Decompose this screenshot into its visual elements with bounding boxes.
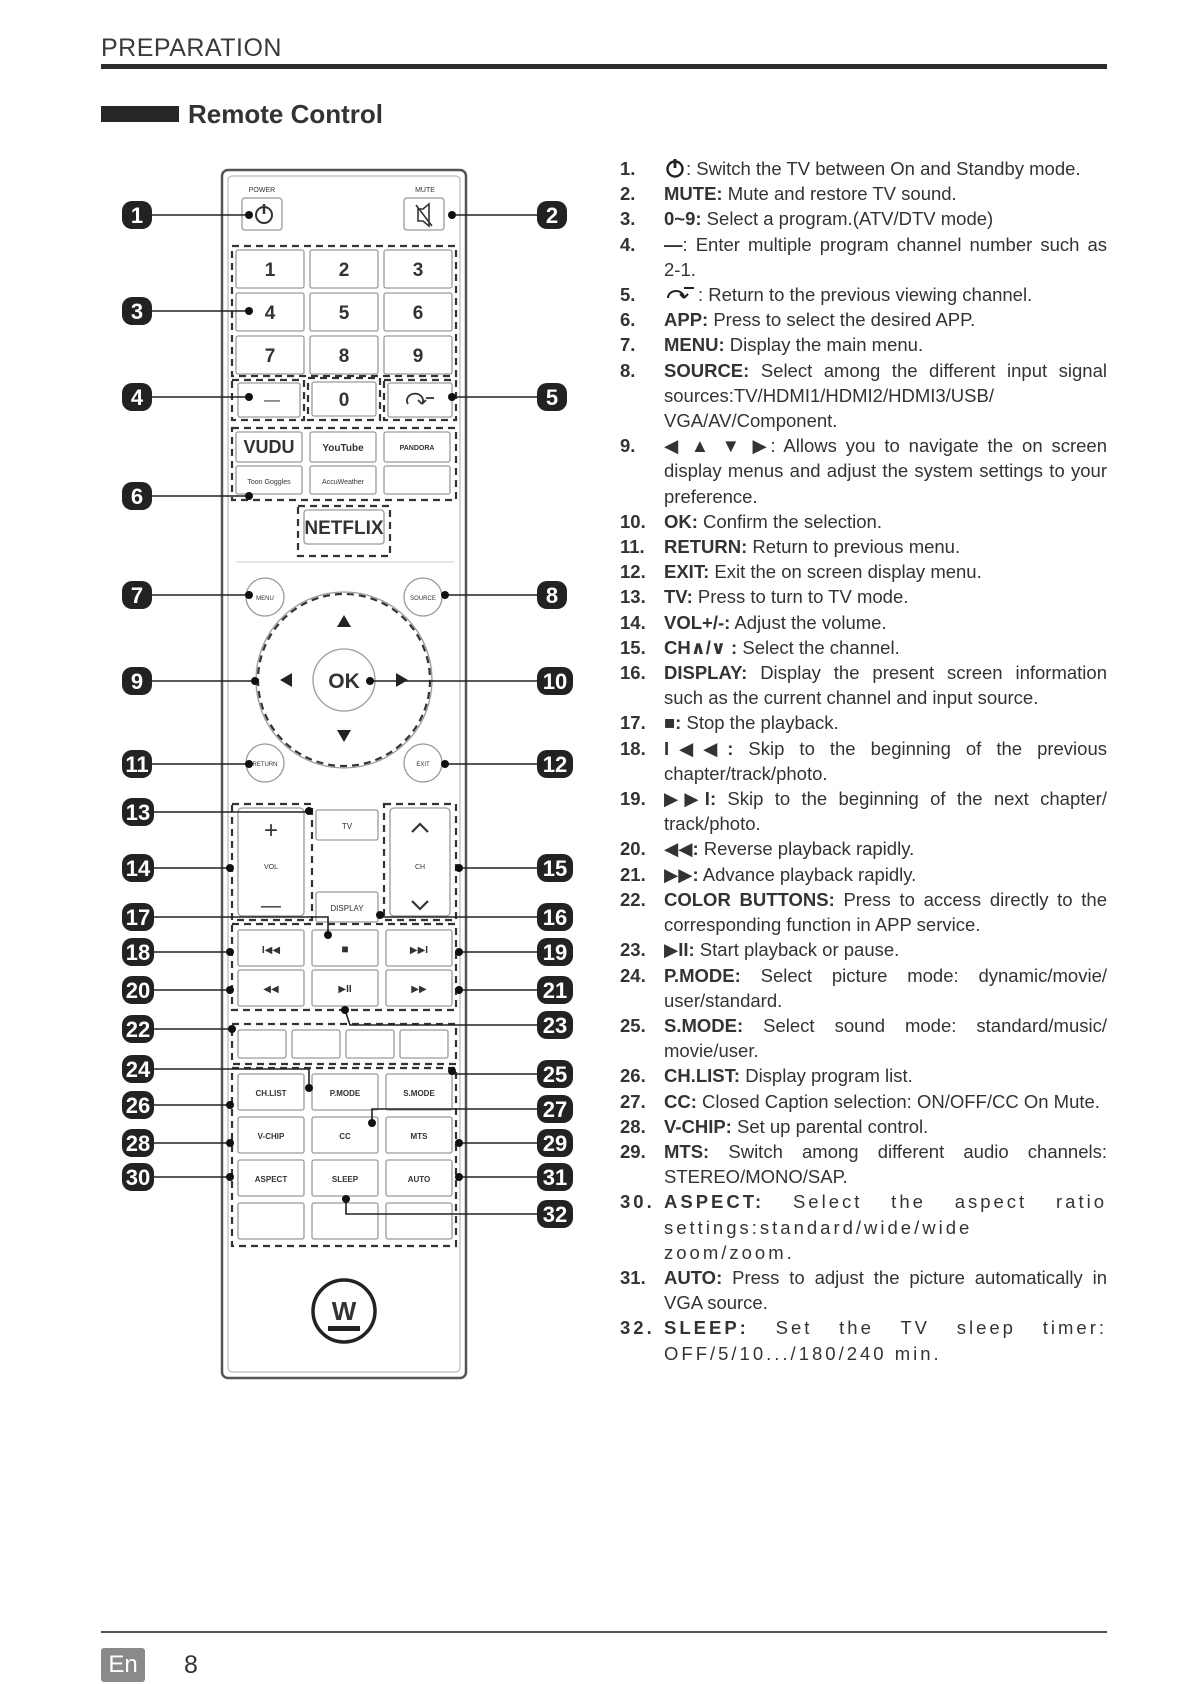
volume-down-icon[interactable]: — (261, 895, 281, 917)
youtube-label: YouTube (322, 443, 364, 454)
s-mode-label: S.MODE (403, 1089, 435, 1098)
item-text: Advance playback rapidly. (698, 863, 917, 885)
callout-number: 8 (545, 583, 559, 608)
exit-label: EXIT (416, 762, 430, 768)
digit-label: 7 (264, 346, 276, 367)
description-item (620, 710, 1107, 735)
description-item (620, 358, 1107, 434)
vudu-label: VUDU (243, 437, 295, 457)
p-mode-label: P.MODE (329, 1089, 361, 1098)
digit-label: 4 (264, 303, 276, 324)
item-text: Set up parental control. (731, 1115, 929, 1137)
callout-number: 4 (130, 385, 144, 410)
description-item (620, 1063, 1107, 1088)
item-text: Switch among different audio channels: STEREO/MONO/SAP. (664, 1140, 1107, 1188)
description-item (620, 584, 1107, 609)
description-item (620, 559, 1107, 584)
item-label: MUTE: (664, 183, 723, 205)
digit-label: 5 (338, 303, 350, 324)
item-number: 17. (620, 712, 646, 734)
item-text: Press to access directly to the corresponding function in APP service. (664, 888, 1107, 936)
ch-label: CH (414, 864, 426, 871)
item-text: Select among the different input signal sources:TV/HDMI1/HDMI2/HDMI3/USB/ VGA/AV/Component. (664, 359, 1107, 432)
return-label: RETURN (252, 762, 278, 768)
item-label: CC: (664, 1090, 697, 1112)
item-number: 32. (620, 1317, 655, 1339)
description-item (620, 332, 1107, 357)
language-badge: En (101, 1648, 145, 1682)
item-number: 21. (620, 863, 646, 885)
digit-label: 1 (264, 260, 276, 281)
description-item (620, 1013, 1107, 1063)
item-number: 27. (620, 1090, 646, 1112)
v-chip-label: V-CHIP (257, 1132, 285, 1141)
item-number: 13. (620, 586, 646, 608)
blank-button-mid[interactable] (312, 1203, 378, 1239)
accuweather-label: AccuWeather (322, 479, 364, 486)
volume-up-icon[interactable]: + (263, 817, 279, 844)
description-item (620, 610, 1107, 635)
callout-number: 19 (542, 940, 568, 965)
item-text: Mute and restore TV sound. (722, 183, 957, 205)
mute-button[interactable] (404, 198, 444, 230)
item-number: 19. (620, 788, 646, 810)
digit-label: 0 (338, 390, 350, 411)
item-label: ▶▶: (664, 863, 699, 885)
item-label: V-CHIP: (664, 1115, 732, 1137)
callout-number: 12 (542, 752, 568, 777)
item-text: Select sound mode: standard/music/ movie/user. (664, 1014, 1107, 1062)
item-text: Stop the playback. (681, 712, 839, 734)
description-item (620, 736, 1107, 786)
item-label: APP: (664, 309, 709, 331)
aspect-label: ASPECT (254, 1175, 288, 1184)
item-number: 25. (620, 1014, 646, 1036)
digit-label: 8 (338, 346, 350, 367)
mute-label: MUTE (415, 187, 435, 194)
callout-number: 6 (130, 484, 144, 509)
auto-label: AUTO (407, 1175, 431, 1184)
callout-number: 21 (542, 978, 568, 1003)
item-label: CH∧/∨ : (664, 636, 738, 658)
item-text: Display program list. (740, 1065, 913, 1087)
item-label: TV: (664, 586, 693, 608)
description-item (620, 963, 1107, 1013)
item-text: Return to previous menu. (747, 536, 961, 558)
netflix-label: NETFLIX (304, 518, 384, 539)
item-label: DISPLAY: (664, 662, 748, 684)
rewind-icon: ◀◀ (263, 984, 279, 995)
callout-number: 9 (130, 669, 144, 694)
next-track-icon: ▶▶I (409, 945, 429, 956)
callout-number: 29 (542, 1131, 568, 1156)
description-item (620, 307, 1107, 332)
item-number: 4. (620, 233, 636, 255)
callout-number: 16 (542, 905, 568, 930)
power-label: POWER (248, 187, 276, 194)
cc-label: CC (339, 1132, 351, 1141)
color-button-green[interactable] (292, 1030, 340, 1058)
blank-button-right[interactable] (386, 1203, 452, 1239)
callout-number: 28 (125, 1131, 151, 1156)
item-text: Reverse playback rapidly. (698, 838, 915, 860)
blank-button-left[interactable] (238, 1203, 304, 1239)
item-label: — (664, 233, 683, 255)
description-item (620, 1189, 1107, 1265)
ok-label: OK (328, 670, 360, 693)
item-label: ■: (664, 712, 682, 734)
description-item (620, 433, 1107, 509)
callout-number: 17 (125, 905, 151, 930)
callout-number: 25 (542, 1062, 568, 1087)
callout-number: 13 (125, 800, 151, 825)
callout-number: 22 (125, 1017, 151, 1042)
section-title: PREPARATION (101, 34, 282, 62)
callout-number: 18 (125, 940, 151, 965)
callout-number: 24 (125, 1057, 151, 1082)
item-number: 18. (620, 737, 646, 759)
description-item (620, 937, 1107, 962)
description-item (620, 635, 1107, 660)
item-number: 11. (620, 536, 645, 558)
item-number: 14. (620, 611, 646, 633)
description-item (620, 862, 1107, 887)
description-item (620, 1139, 1107, 1189)
pandora-label: PANDORA (399, 445, 435, 452)
item-text: Press to select the desired APP. (708, 309, 976, 331)
callout-number: 23 (542, 1013, 568, 1038)
description-item (620, 534, 1107, 559)
callout-number: 32 (542, 1202, 568, 1227)
toon-goggles-label: Toon Goggles (247, 479, 291, 486)
prev-track-icon: I◀◀ (261, 945, 281, 956)
item-text: Set the TV sleep timer: OFF/5/10.../180/240 min. (664, 1317, 1107, 1364)
item-label: EXIT: (664, 561, 710, 583)
callout-number: 14 (125, 856, 151, 881)
item-label: I◀◀: (664, 737, 734, 759)
item-number: 6. (620, 309, 636, 331)
dash-label: — (264, 392, 280, 409)
source-label: SOURCE (410, 596, 436, 602)
callout-number: 15 (542, 856, 568, 881)
fast-forward-icon: ▶▶ (411, 984, 427, 995)
item-number: 12. (620, 561, 646, 583)
callout-number: 30 (125, 1165, 151, 1190)
item-number: 3. (620, 208, 636, 230)
callout-number: 20 (125, 978, 151, 1003)
item-text: : Enter multiple program channel number such as 2-1. (664, 233, 1107, 280)
description-item (620, 836, 1107, 861)
item-text: Adjust the volume. (730, 611, 887, 633)
digit-label: 2 (338, 260, 350, 281)
item-text: Select a program.(ATV/DTV mode) (701, 208, 994, 230)
item-label: AUTO: (664, 1266, 723, 1288)
description-item (620, 1089, 1107, 1114)
callout-number: 3 (130, 299, 144, 324)
item-number: 29. (620, 1140, 646, 1162)
logo-letter: W (331, 1296, 357, 1326)
item-number: 15. (620, 636, 646, 658)
color-button-yellow[interactable] (346, 1030, 394, 1058)
color-button-red[interactable] (238, 1030, 286, 1058)
description-item (620, 156, 1107, 181)
description-item (620, 232, 1107, 282)
app-button-blank[interactable] (384, 466, 450, 494)
digit-buttons (236, 250, 452, 374)
menu-label: MENU (256, 596, 274, 602)
callout-number: 5 (545, 385, 559, 410)
item-label: S.MODE: (664, 1014, 744, 1036)
item-label: VOL+/-: (664, 611, 731, 633)
item-text: Display the main menu. (724, 334, 924, 356)
stop-icon: ■ (341, 942, 349, 956)
item-label: SOURCE: (664, 359, 750, 381)
vol-label: VOL (263, 864, 279, 871)
item-number: 16. (620, 662, 646, 684)
digit-label: 3 (412, 260, 424, 281)
ch-list-label: CH.LIST (255, 1089, 287, 1098)
callout-number: 26 (125, 1093, 151, 1118)
item-number: 1. (620, 158, 636, 179)
item-number: 28. (620, 1115, 646, 1137)
item-label: ◀◀: (664, 838, 699, 860)
description-item (620, 1114, 1107, 1139)
item-text: Select the channel. (737, 636, 900, 658)
tv-label: TV (341, 822, 353, 831)
description-item (620, 282, 1107, 307)
button-description-list (620, 156, 1107, 1366)
digit-label: 6 (412, 303, 424, 324)
play-pause-icon: ▶II (338, 984, 352, 995)
item-text: Select the aspect ratio settings:standard/wide/wide zoom/zoom. (664, 1191, 1107, 1263)
description-item (620, 1265, 1107, 1315)
callout-number: 31 (542, 1165, 568, 1190)
item-text: : Return to the previous viewing channel. (698, 284, 1033, 306)
item-label: MTS: (664, 1140, 710, 1162)
item-text: : Switch the TV between On and Standby mode. (686, 158, 1081, 179)
item-text: Confirm the selection. (697, 510, 882, 532)
item-number: 26. (620, 1065, 646, 1087)
item-text: : Allows you to navigate the on screen display menus and adjust the system settings to your preference. (664, 435, 1107, 507)
color-button-blue[interactable] (400, 1030, 448, 1058)
item-number: 30. (620, 1191, 655, 1213)
callout-number: 2 (545, 203, 559, 228)
callout-number: 1 (130, 203, 144, 228)
sleep-label: SLEEP (331, 1175, 359, 1184)
item-text: Press to turn to TV mode. (692, 586, 909, 608)
recall-icon (664, 284, 698, 304)
callout-number: 11 (125, 752, 149, 777)
item-label: CH.LIST: (664, 1065, 741, 1087)
page-heading: Remote Control (188, 99, 383, 129)
item-number: 24. (620, 964, 646, 986)
item-text: Start playback or pause. (694, 939, 900, 961)
item-text: Exit the on screen display menu. (709, 561, 982, 583)
item-text: Press to adjust the picture automatically in VGA source. (664, 1266, 1107, 1314)
page-number: 8 (184, 1651, 198, 1679)
item-label: MENU: (664, 334, 725, 356)
mts-label: MTS (410, 1132, 428, 1141)
item-label: 0~9: (664, 208, 702, 230)
description-item (620, 181, 1107, 206)
callout-number: 7 (130, 583, 144, 608)
item-number: 7. (620, 334, 636, 356)
item-number: 5. (620, 284, 636, 306)
item-number: 31. (620, 1266, 646, 1288)
digit-label: 9 (412, 346, 424, 367)
callout-number: 10 (542, 669, 568, 694)
item-text: Closed Caption selection: ON/OFF/CC On Mute. (696, 1090, 1100, 1112)
item-label: ASPECT: (664, 1191, 765, 1213)
description-item (620, 887, 1107, 937)
description-item (620, 786, 1107, 836)
item-label: COLOR BUTTONS: (664, 888, 835, 910)
item-number: 10. (620, 510, 646, 532)
display-label: DISPLAY (330, 904, 364, 913)
footer-rule (101, 1631, 1107, 1633)
power-icon (664, 158, 686, 178)
item-label: ◀ ▲ ▼ ▶ (664, 435, 771, 457)
item-label: RETURN: (664, 536, 748, 558)
item-number: 22. (620, 888, 646, 910)
description-item (620, 660, 1107, 710)
item-label: P.MODE: (664, 964, 741, 986)
item-number: 9. (620, 435, 636, 457)
item-number: 2. (620, 183, 636, 205)
item-label: ▶▶I: (664, 788, 717, 810)
description-item (620, 1315, 1107, 1365)
description-item (620, 509, 1107, 534)
description-item (620, 206, 1107, 231)
item-text: Skip to the beginning of the next chapter/ track/photo. (664, 788, 1107, 835)
callout-number: 27 (542, 1097, 568, 1122)
item-number: 23. (620, 939, 646, 961)
item-text: Skip to the beginning of the previous chapter/track/photo. (664, 737, 1107, 784)
brand-logo (313, 1280, 375, 1342)
item-label: SLEEP: (664, 1317, 749, 1339)
item-number: 8. (620, 359, 636, 381)
item-text: Display the present screen information such as the current channel and input source. (664, 662, 1107, 709)
item-label: ▶II: (664, 939, 695, 961)
recall-button[interactable] (388, 383, 452, 417)
item-text: Select picture mode: dynamic/movie/ user/standard. (664, 964, 1107, 1011)
item-label: OK: (664, 510, 698, 532)
item-number: 20. (620, 838, 646, 860)
